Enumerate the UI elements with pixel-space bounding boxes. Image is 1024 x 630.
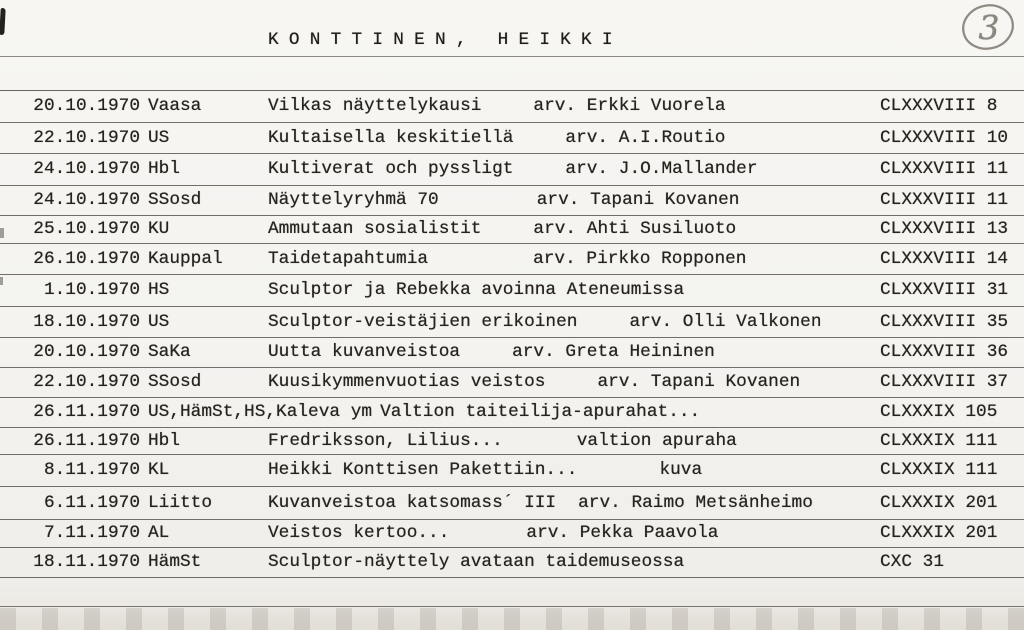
- entry-text: [268, 280, 880, 300]
- entry-credit: arv. Tapani Kovanen: [536, 190, 740, 211]
- entry-text: [268, 249, 880, 269]
- table-row: [0, 123, 1024, 154]
- entry-date: 18.10.1970: [33, 311, 140, 332]
- entry-text: [268, 96, 880, 116]
- entry-reference: CLXXXVIII 10: [880, 127, 1009, 148]
- entry-text: [268, 312, 880, 332]
- entry-title: Uutta kuvanveistoa: [268, 342, 461, 363]
- entry-reference: CLXXXVIII 13: [880, 219, 1009, 240]
- entry-date: 20.10.1970: [33, 96, 140, 117]
- entry-text: [268, 431, 880, 451]
- entry-reference: CLXXXIX 111: [880, 460, 998, 481]
- entry-text: [268, 219, 880, 239]
- entry-reference: CLXXXVIII 8: [880, 96, 998, 117]
- entry-credit: arv. Greta Heininen: [512, 342, 715, 363]
- entry-text: [268, 493, 880, 513]
- entry-source: Kauppal: [148, 248, 223, 269]
- scan-mark: [0, 228, 4, 238]
- entry-title: Ammutaan sosialistit: [268, 219, 482, 240]
- entry-reference: CLXXXVIII 35: [880, 311, 1009, 332]
- table-row: [0, 487, 1024, 520]
- entry-title: Heikki Konttisen Pakettiin...: [268, 460, 578, 481]
- entry-text: [268, 128, 880, 148]
- entry-date: 22.10.1970: [33, 372, 140, 393]
- entry-date: 26.10.1970: [33, 248, 140, 269]
- entry-date: 25.10.1970: [33, 219, 140, 240]
- entry-title: Kuvanveistoa katsomass´ III: [268, 492, 557, 513]
- table-row: [0, 338, 1024, 368]
- entry-source: Liitto: [148, 492, 213, 513]
- entry-date: 1.10.1970: [43, 280, 140, 301]
- entry-reference: CLXXXIX 201: [880, 492, 998, 513]
- table-row: [0, 428, 1024, 455]
- entry-source: US: [148, 311, 170, 332]
- entry-date: 22.10.1970: [33, 127, 140, 148]
- entry-credit: arv. Raimo Metsänheimo: [578, 492, 813, 513]
- entry-date: 8.11.1970: [43, 460, 140, 481]
- entry-title: Valtion taiteilija-apurahat...: [380, 402, 701, 423]
- entry-title: Fredriksson, Lilius...: [268, 430, 503, 451]
- entry-source: HämSt: [148, 552, 202, 573]
- table-row: [0, 154, 1024, 186]
- table-row: [0, 307, 1024, 338]
- entry-source: US,HämSt,HS,Kaleva ym: [148, 402, 373, 423]
- entry-reference: CLXXXVIII 11: [880, 190, 1009, 211]
- table-row: [0, 368, 1024, 398]
- entry-title: Vilkas näyttelykausi: [268, 96, 482, 117]
- entry-date: 26.11.1970: [33, 430, 140, 451]
- entry-title: Taidetapahtumia: [268, 248, 429, 269]
- table-row: [0, 455, 1024, 487]
- entry-text: [268, 460, 880, 480]
- table-row: [0, 548, 1024, 578]
- scan-mark: [0, 277, 3, 285]
- entry-source: SaKa: [148, 342, 191, 363]
- entry-credit: arv. Pekka Paavola: [526, 523, 719, 544]
- entry-text: [268, 342, 880, 362]
- entry-source: SSosd: [148, 190, 202, 211]
- entry-credit: arv. J.O.Mallander: [565, 159, 758, 180]
- entry-text: [380, 402, 880, 422]
- entry-title: Sculptor-näyttely avataan taidemuseossa: [268, 552, 685, 573]
- entry-credit: arv. Pirkko Ropponen: [533, 248, 747, 269]
- table-row: [0, 216, 1024, 244]
- entries-table: [0, 91, 1024, 607]
- paper-edge-texture: [0, 608, 1024, 630]
- entry-title: Sculptor ja Rebekka avoinna Ateneumissa: [268, 280, 685, 301]
- blank-band: [0, 57, 1024, 91]
- entry-source: AL: [148, 523, 170, 544]
- entry-date: 20.10.1970: [33, 342, 140, 363]
- page-title: KONTTINEN, HEIKKI: [268, 30, 623, 50]
- entry-title: Näyttelyryhmä 70: [268, 190, 439, 211]
- entry-reference: CLXXXIX 201: [880, 523, 998, 544]
- entry-credit: arv. Tapani Kovanen: [597, 372, 801, 393]
- entry-reference: CLXXXVIII 36: [880, 342, 1009, 363]
- empty-ruled-row: [0, 578, 1024, 607]
- entry-date: 18.11.1970: [33, 552, 140, 573]
- entry-source: US: [148, 127, 170, 148]
- table-row: [0, 91, 1024, 123]
- entry-reference: CLXXXVIII 11: [880, 159, 1009, 180]
- table-row: [0, 520, 1024, 548]
- entry-title: Veistos kertoo...: [268, 523, 450, 544]
- table-row: [0, 186, 1024, 216]
- entry-credit: valtion apuraha: [576, 430, 737, 451]
- entry-text: [268, 159, 880, 179]
- table-row: [0, 275, 1024, 307]
- entry-source: Hbl: [148, 159, 181, 180]
- entry-date: 24.10.1970: [33, 159, 140, 180]
- entry-source: Hbl: [148, 430, 181, 451]
- entry-text: [268, 190, 880, 210]
- entry-reference: CLXXXIX 105: [880, 402, 998, 423]
- entry-credit: arv. Ahti Susiluoto: [533, 219, 737, 240]
- entry-credit: kuva: [659, 460, 703, 481]
- entry-source: KL: [148, 460, 170, 481]
- entry-title: Sculptor-veistäjien erikoinen: [268, 311, 578, 332]
- entry-reference: CLXXXIX 111: [880, 430, 998, 451]
- entry-source: SSosd: [148, 372, 202, 393]
- entry-date: 26.11.1970: [33, 402, 140, 423]
- entry-text: [268, 372, 880, 392]
- entry-text: [268, 523, 880, 543]
- entry-title: Kultaisella keskitiellä: [268, 127, 514, 148]
- entry-credit: arv. A.I.Routio: [565, 127, 726, 148]
- entry-reference: CLXXXVIII 31: [880, 280, 1009, 301]
- entry-source: Vaasa: [148, 96, 202, 117]
- table-row: [0, 244, 1024, 275]
- entry-title: Kuusikymmenvuotias veistos: [268, 372, 546, 393]
- table-row: [0, 398, 1024, 428]
- entry-credit: arv. Olli Valkonen: [629, 311, 822, 332]
- card-header: [0, 0, 1024, 57]
- page-number-circle: [958, 1, 1020, 55]
- entry-source: KU: [148, 219, 170, 240]
- scan-smudge: [0, 8, 6, 35]
- entry-date: 7.11.1970: [43, 523, 140, 544]
- entry-date: 6.11.1970: [43, 492, 140, 513]
- entry-credit: arv. Erkki Vuorela: [533, 96, 726, 117]
- entry-date: 24.10.1970: [33, 190, 140, 211]
- entry-reference: CLXXXVIII 37: [880, 372, 1009, 393]
- entry-reference: CLXXXVIII 14: [880, 248, 1009, 269]
- page-number: 3: [978, 8, 1000, 47]
- entry-title: Kultiverat och pyssligt: [268, 159, 514, 180]
- entry-text: [268, 552, 880, 572]
- entry-source: HS: [148, 280, 170, 301]
- entry-reference: CXC 31: [880, 552, 945, 573]
